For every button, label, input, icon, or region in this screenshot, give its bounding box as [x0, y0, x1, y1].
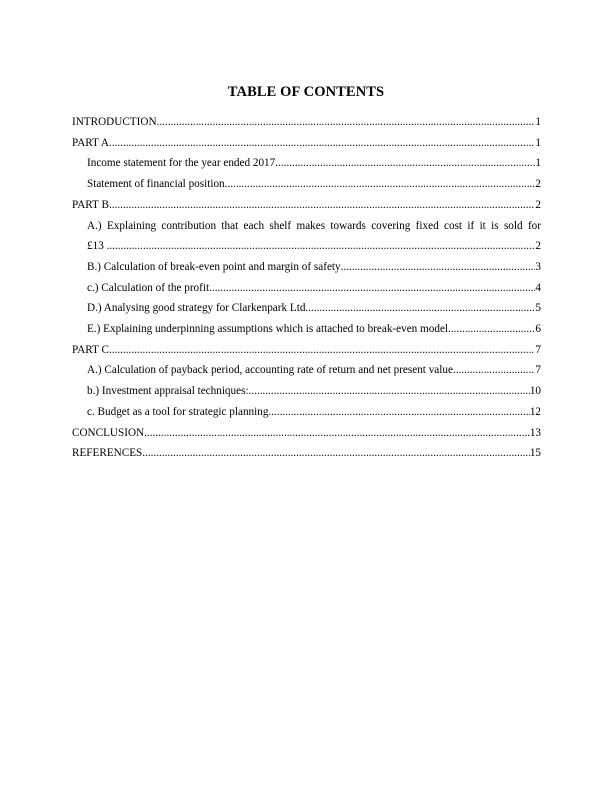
toc-entry-page: 7	[535, 343, 541, 356]
toc-entry-label: c.) Calculation of the profit	[87, 281, 210, 294]
toc-entry-label: PART C	[72, 343, 109, 356]
dot-leader	[249, 381, 530, 402]
dot-leader	[107, 236, 536, 257]
toc-entry-page: 3	[535, 260, 541, 273]
toc-entry-label: E.) Explaining underpinning assumptions which is attached to break-even model	[87, 323, 449, 336]
dot-leader	[109, 195, 535, 216]
toc-entry-label: CONCLUSION	[72, 426, 145, 439]
toc-entry-label-line1	[87, 216, 541, 237]
toc-entry-page: 2	[535, 198, 541, 211]
toc-entry-page: 2	[535, 178, 541, 191]
toc-entry-conclusion[interactable]	[72, 423, 541, 444]
toc-entry-references[interactable]	[72, 443, 541, 464]
dot-leader	[142, 443, 530, 464]
toc-entry-label: D.) Analysing good strategy for Clarkenpark Ltd	[87, 302, 306, 315]
dot-leader	[157, 112, 536, 133]
toc-entry-assumptions[interactable]	[72, 319, 541, 340]
toc-entry-page: 1	[535, 136, 541, 149]
toc-entry-part-b[interactable]	[72, 195, 541, 216]
toc-entry-profit[interactable]	[72, 278, 541, 299]
toc-entry-page: 7	[535, 364, 541, 377]
toc-entry-label: PART A	[72, 136, 109, 149]
dot-leader	[225, 174, 536, 195]
toc-entry-line2	[87, 236, 541, 257]
dot-leader	[341, 257, 536, 278]
dot-leader	[305, 298, 535, 319]
toc-entry-page: 12	[529, 405, 541, 418]
toc-entry-income-statement[interactable]	[72, 153, 541, 174]
toc-entry-budget[interactable]	[72, 402, 541, 423]
toc-entry-contribution[interactable]	[72, 216, 541, 257]
toc-entry-part-c[interactable]	[72, 340, 541, 361]
toc-entry-strategy[interactable]	[72, 298, 541, 319]
toc-entry-label: REFERENCES	[72, 447, 143, 460]
toc-entry-label: B.) Calculation of break-even point and margin of safety	[87, 260, 341, 273]
toc-entry-page: 4	[535, 281, 541, 294]
dot-leader	[144, 423, 530, 444]
toc-entry-page: 1	[535, 116, 541, 128]
table-of-contents	[72, 112, 541, 464]
toc-entry-break-even[interactable]	[72, 257, 541, 278]
toc-entry-label: Income statement for the year ended 2017	[87, 157, 276, 170]
dot-leader	[448, 319, 535, 340]
toc-entry-page: 10	[529, 385, 541, 398]
dot-leader	[209, 278, 535, 299]
toc-entry-page: 6	[535, 323, 541, 336]
toc-entry-introduction[interactable]	[72, 112, 541, 133]
toc-entry-page: 15	[529, 447, 541, 460]
dot-leader	[268, 402, 529, 423]
toc-entry-page: 2	[535, 240, 541, 253]
toc-entry-investment-appraisal[interactable]	[72, 381, 541, 402]
toc-entry-page: 5	[535, 302, 541, 315]
toc-entry-label-first-line: A.) Explaining contribution that each shelf makes towards covering fixed cost if it is sold for	[87, 219, 541, 232]
dot-leader	[275, 153, 535, 174]
toc-entry-page: 1	[535, 157, 541, 170]
toc-entry-page: 13	[529, 426, 541, 439]
toc-entry-label: c. Budget as a tool for strategic planning	[87, 405, 269, 418]
toc-entry-payback[interactable]	[72, 360, 541, 381]
toc-entry-part-a[interactable]	[72, 133, 541, 154]
toc-entry-label: PART B	[72, 198, 109, 211]
dot-leader	[109, 133, 535, 154]
toc-entry-label: INTRODUCTION	[72, 116, 157, 128]
dot-leader	[453, 360, 535, 381]
toc-entry-label: Statement of financial position	[87, 178, 225, 191]
dot-leader	[109, 340, 535, 361]
toc-entry-financial-position[interactable]	[72, 174, 541, 195]
toc-entry-label: b.) Investment appraisal techniques:	[87, 385, 249, 398]
toc-entry-label: £13	[87, 240, 107, 253]
toc-entry-label: A.) Calculation of payback period, accounting rate of return and net present value	[87, 364, 453, 377]
toc-title: TABLE OF CONTENTS	[227, 84, 385, 100]
